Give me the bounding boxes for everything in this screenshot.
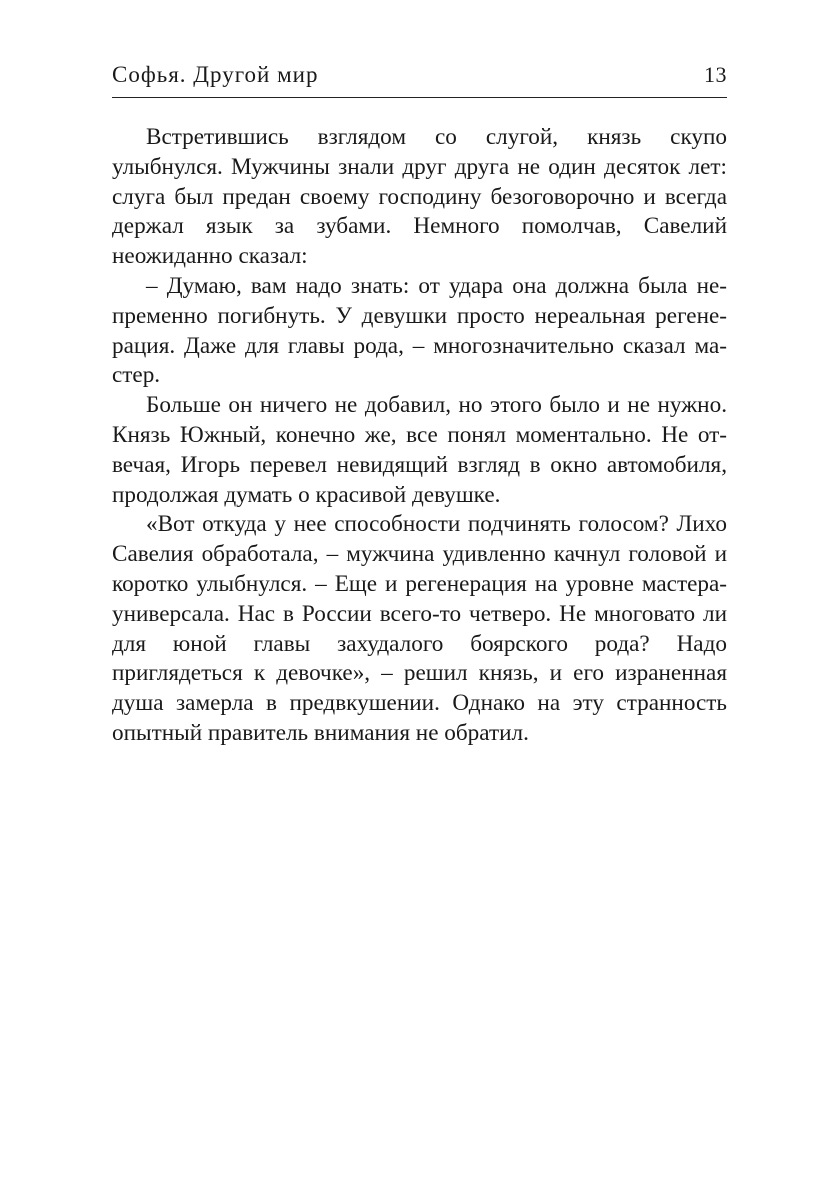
book-page xyxy=(112,62,727,749)
paragraph: Больше он ничего не добавил, но этого было и не нужно. Князь Южный, конечно же, все понял моментально. Не отвечая, Игорь перевел невидящий взгляд в окно автомобиля, продолжая думать о красивой девушке. xyxy=(112,392,727,508)
page-number: 13 xyxy=(704,62,727,87)
paragraph: – Думаю, вам надо знать: от удара она должна была непременно погибнуть. У девушки просто нереальная регенерация. Даже для главы рода, – многозначительно сказал мастер. xyxy=(112,272,727,389)
running-title: Софья. Другой мир xyxy=(112,62,319,87)
paragraph: «Вот откуда у нее способности подчинять голосом? Лихо Савелия обработала, – мужчина удивленно качнул головой и коротко улыбнулся. – Еще и регенерация на уровне мастера-универсала. Нас в России всего-то четверо. Не многовато ли для юной главы захудалого боярского рода? Надо приглядеться к девочке», – решил князь, и его израненная душа замерла в предвкушении. Однако на эту странность опытный правитель внимания не обратил. xyxy=(112,511,727,746)
running-header xyxy=(112,62,727,98)
body-text xyxy=(112,123,727,749)
paragraph: Встретившись взглядом со слугой, князь скупо улыбнулся. Мужчины знали друг друга не один десяток лет: слуга был предан своему господину безоговорочно и всегда держал язык за зубами. Немного помолчав, Савелий неожиданно сказал: xyxy=(112,124,727,270)
